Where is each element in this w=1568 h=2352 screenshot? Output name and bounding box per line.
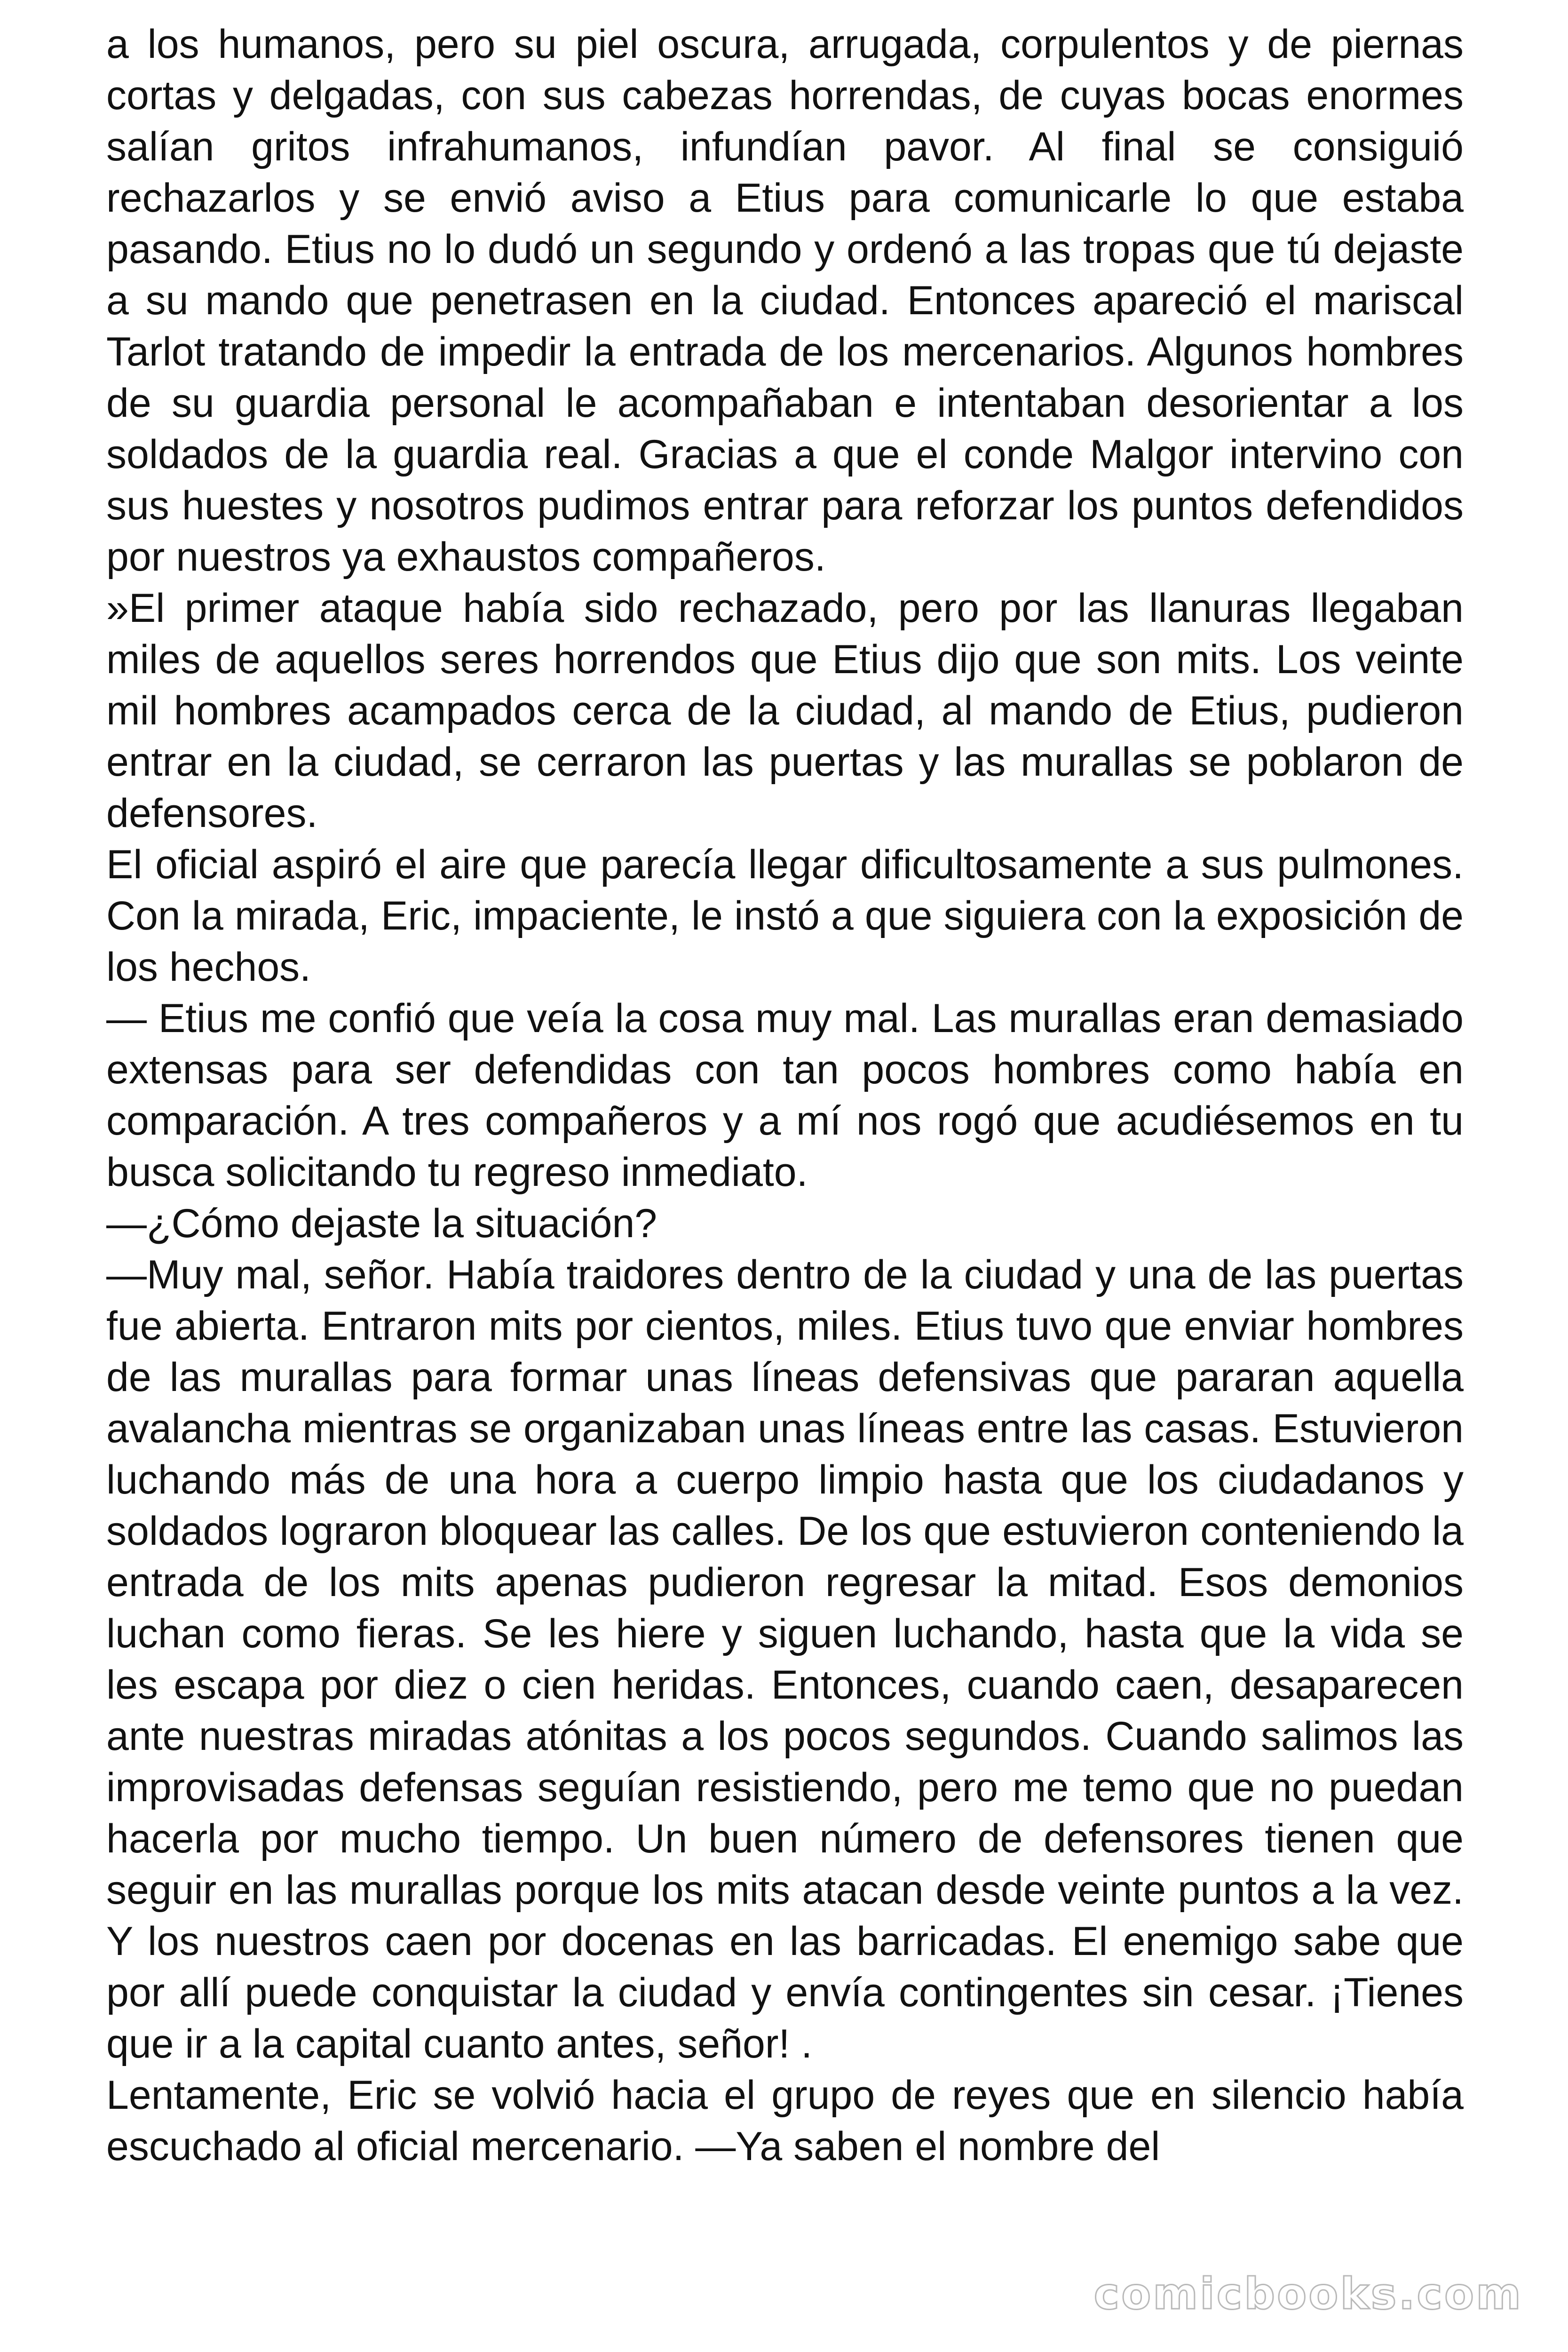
paragraph-1: a los humanos, pero su piel oscura, arrugada, corpulentos y de piernas cortas y delgadas, con sus cabezas horrendas, de cuyas bocas enormes salían gritos infrahumanos, infundían pavor. Al final se consiguió rechazarlos y se envió aviso a Etius para comunicarle lo que estaba pasando. Etius no lo dudó un segundo y ordenó a las tropas que tú dejaste a su mando que penetrasen en la ciudad. Entonces apareció el mariscal Tarlot tratando de impedir la entrada de los mercenarios. Algunos hombres de su guardia personal le acompañaban e intentaban desorientar a los soldados de la guardia real. Gracias a que el conde Malgor intervino con sus huestes y nosotros pudimos entrar para reforzar los puntos defendidos por nuestros ya exhaustos compañeros. <box>106 22 1464 580</box>
paragraph-4: — Etius me confió que veía la cosa muy mal. Las murallas eran demasiado extensas para ser defendidas con tan pocos hombres como había en comparación. A tres compañeros y a mí nos rogó que acudiésemos en tu busca solicitando tu regreso inmediato. <box>106 996 1464 1195</box>
watermark: comicbooks.com <box>1093 2269 1523 2319</box>
document-body <box>106 19 1464 2172</box>
paragraph-5: —¿Cómo dejaste la situación? <box>106 1201 657 1246</box>
paragraph-3: El oficial aspiró el aire que parecía llegar dificultosamente a sus pulmones. Con la mirada, Eric, impaciente, le instó a que siguiera con la exposición de los hechos. <box>106 842 1464 990</box>
paragraph-7: Lentamente, Eric se volvió hacia el grupo de reyes que en silencio había escuchado al oficial mercenario. —Ya saben el nombre del <box>106 2073 1464 2169</box>
paragraph-2: »El primer ataque había sido rechazado, pero por las llanuras llegaban miles de aquellos seres horrendos que Etius dijo que son mits. Los veinte mil hombres acampados cerca de la ciudad, al mando de Etius, pudieron entrar en la ciudad, se cerraron las puertas y las murallas se poblaron de defensores. <box>106 586 1464 836</box>
paragraph-6: —Muy mal, señor. Había traidores dentro de la ciudad y una de las puertas fue abierta. Entraron mits por cientos, miles. Etius tuvo que enviar hombres de las murallas para formar unas líneas defensivas que pararan aquella avalancha mientras se organizaban unas líneas entre las casas. Estuvieron luchando más de una hora a cuerpo limpio hasta que los ciudadanos y soldados lograron bloquear las calles. De los que estuvieron conteniendo la entrada de los mits apenas pudieron regresar la mitad. Esos demonios luchan como fieras. Se les hiere y siguen luchando, hasta que la vida se les escapa por diez o cien heridas. Entonces, cuando caen, desaparecen ante nuestras miradas atónitas a los pocos segundos. Cuando salimos las improvisadas defensas seguían resistiendo, pero me temo que no puedan hacerla por mucho tiempo. Un buen número de defensores tienen que seguir en las murallas porque los mits atacan desde veinte puntos a la vez. Y los nuestros caen por docenas en las barricadas. El enemigo sabe que por allí puede conquistar la ciudad y envía contingentes sin cesar. ¡Tienes que ir a la capital cuanto antes, señor! . <box>106 1252 1464 2066</box>
